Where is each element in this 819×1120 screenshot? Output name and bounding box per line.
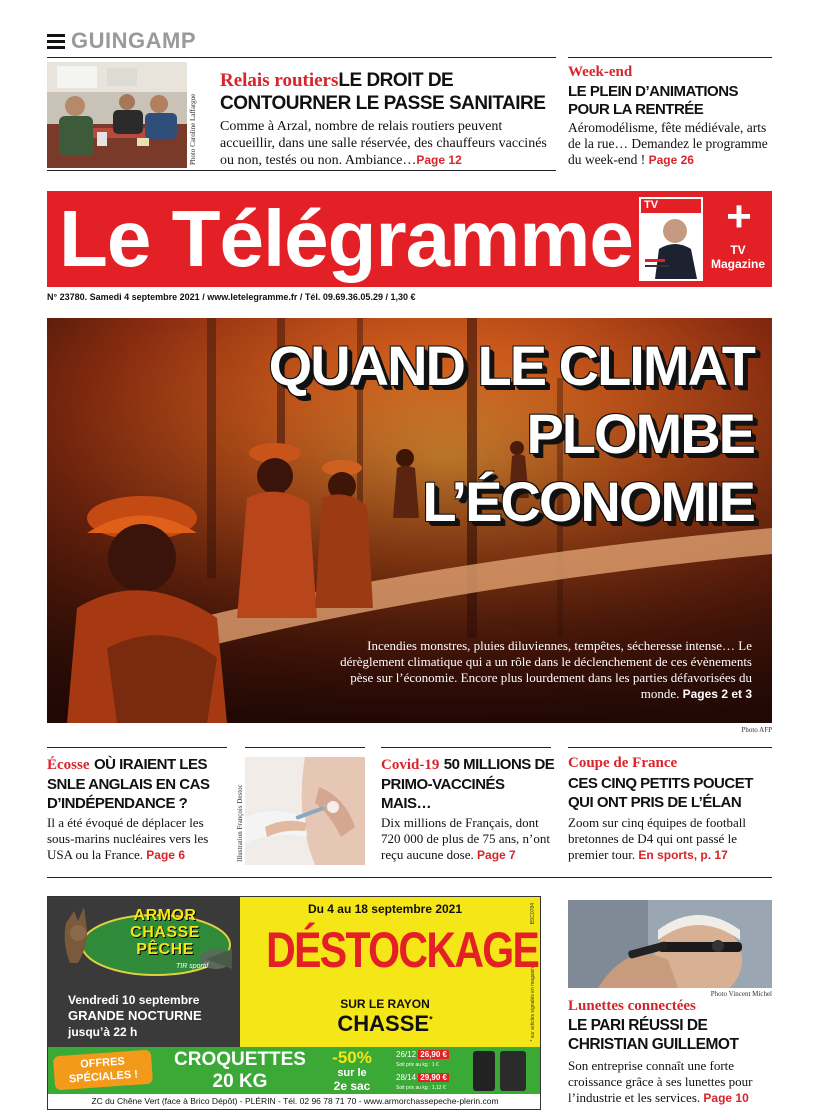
ad-price-1-label: 26/12: [396, 1050, 417, 1059]
divider: [47, 747, 227, 748]
ad-destockage: DÉSTOCKAGE: [266, 922, 539, 978]
ad-nocturne: [68, 992, 238, 1040]
lunettes-kicker: Lunettes connectées: [568, 998, 696, 1014]
illustration-credit: Illustration François Destoc: [236, 784, 244, 862]
top-story-title: LE DROIT DE CONTOURNER LE PASSE SANITAIRE: [220, 70, 546, 114]
divider: [47, 877, 772, 878]
ad-discount: [322, 1049, 382, 1093]
ad-discount-value: -50%: [332, 1048, 372, 1067]
ad-brand-panel: [48, 897, 240, 1047]
lunettes-headline[interactable]: LE PARI RÉUSSI DE CHRISTIAN GUILLEMOT: [568, 1017, 739, 1053]
ad-offres-badge: OFFRES SPÉCIALES !: [53, 1050, 153, 1091]
divider: [47, 57, 556, 58]
plus-icon: +: [726, 192, 752, 241]
ad-price-2-label: 28/14: [396, 1073, 417, 1082]
ecosse-title: OÙ IRAIENT LES SNLE ANGLAIS EN CAS D’INDÉPENDANCE ?: [47, 756, 210, 812]
divider: [568, 57, 772, 58]
ad-product: [160, 1049, 320, 1093]
ad-ref-code: BSC0784: [530, 903, 536, 925]
ad-product-name: CROQUETTES: [174, 1049, 306, 1070]
ad-asterisk: *: [429, 1014, 433, 1025]
ad-price-2: 29,90 €: [420, 1073, 447, 1082]
ad-price-2-kg: Soit prix au kg : 1,12 €: [396, 1085, 446, 1091]
top-story-headline[interactable]: [220, 70, 555, 116]
ad-small-note: * sur articles signalés en magasin: [530, 967, 536, 1042]
covid-title: 50 MILLIONS DE PRIMO-VACCINÉS MAIS…: [381, 756, 555, 812]
covid-body: Dix millions de Français, dont 720 000 de plus de 75 ans, n’ont reçu aucune dose.: [381, 815, 550, 862]
ecosse-kicker: Écosse: [47, 757, 90, 773]
guillemot-photo-credit: Photo Vincent Michel: [710, 990, 772, 998]
vaccine-illustration: [245, 757, 365, 865]
weekend-summary: [568, 120, 772, 168]
ad-discount-sub-2: 2e sac: [333, 1079, 371, 1093]
edition-name: GUINGAMP: [71, 28, 196, 53]
top-story-body: Comme à Arzal, nombre de relais routiers peuvent accueillir, dans une salle réservée, des chauffeurs vaccinés ou non, testés ou non. Ambiance…: [220, 119, 547, 168]
covid-kicker: Covid-19: [381, 757, 440, 773]
truckers-photo: [47, 62, 187, 168]
lunettes-body: Son entreprise connaît une forte croissance grâce à ses lunettes pour l’industrie et les services.: [568, 1058, 753, 1105]
ad-brand-line-1: ARMOR: [133, 907, 197, 924]
ad-brand-sub: TIR sportif: [176, 963, 209, 970]
coupe-body: Zoom sur cinq équipes de football bretonnes de D4 qui ont passé le premier tour.: [568, 815, 746, 862]
ad-bag-image: [500, 1051, 526, 1091]
ad-brand: [110, 907, 220, 958]
masthead: [47, 191, 772, 287]
menu-icon[interactable]: [47, 34, 65, 49]
divider: [568, 747, 772, 748]
advertisement[interactable]: [47, 896, 541, 1110]
ad-bag-image: [473, 1051, 495, 1091]
weekend-page-ref[interactable]: Page 26: [648, 153, 694, 167]
lunettes-page-ref[interactable]: Page 10: [703, 1091, 749, 1105]
ad-product-weight: 20 KG: [212, 1071, 268, 1092]
photo-credit: Photo Caroline Laffargue: [189, 93, 197, 165]
newspaper-title[interactable]: Le Télégramme: [59, 194, 633, 283]
ad-nocturne-date: Vendredi 10 septembre: [68, 993, 200, 1007]
top-story-kicker: Relais routiers: [220, 70, 339, 91]
tv-label-line-2: Magazine: [710, 257, 765, 271]
ad-dates: Du 4 au 18 septembre 2021: [307, 902, 463, 916]
coupe-page-ref[interactable]: En sports, p. 17: [638, 848, 728, 862]
divider: [47, 170, 556, 171]
hero-photo-credit: Photo AFP: [741, 726, 772, 734]
weekend-headline[interactable]: LE PLEIN D’ANIMATIONS POUR LA RENTRÉE: [568, 83, 739, 118]
weekend-body: Aéromodélisme, fête médiévale, arts de la rue… Demandez le programme du week-end !: [568, 120, 768, 167]
ad-discount-sub-1: sur le: [337, 1067, 367, 1079]
ecosse-headline[interactable]: [47, 755, 232, 813]
weekend-kicker: Week-end: [568, 64, 633, 80]
covid-summary: [381, 815, 556, 863]
ecosse-page-ref[interactable]: Page 6: [146, 848, 185, 862]
coupe-kicker: Coupe de France: [568, 755, 678, 771]
divider: [245, 747, 365, 748]
ad-category-word: CHASSE: [337, 1011, 430, 1036]
ad-brand-line-3: PÊCHE: [136, 941, 194, 958]
hero-headline[interactable]: [269, 332, 754, 536]
ad-price-1-kg: Soit prix au kg : 1 €: [396, 1062, 439, 1068]
hero-title-line-3: L’ÉCONOMIE: [422, 470, 754, 533]
hero-summary: [332, 638, 752, 702]
edition-label: [47, 28, 196, 54]
ad-category: [240, 1011, 530, 1037]
hero-story[interactable]: [47, 318, 772, 723]
ecosse-summary: [47, 815, 232, 863]
ad-prices: [396, 1050, 466, 1093]
coupe-summary: [568, 815, 772, 863]
ad-address[interactable]: ZC du Chêne Vert (face à Brico Dépôt) - PLÉRIN - Tél. 02 96 78 71 70 - www.armorchassepeche-plerin.com: [91, 1096, 499, 1106]
ad-destockage-panel: [240, 897, 541, 1047]
tv-magazine-cover[interactable]: [639, 197, 703, 281]
issue-line: N° 23780. Samedi 4 septembre 2021 / www.letelegramme.fr / Tél. 09.69.36.05.29 / 1,30 €: [47, 292, 416, 302]
coupe-headline[interactable]: CES CINQ PETITS POUCET QUI ONT PRIS DE L’ÉLAN: [568, 775, 753, 811]
ad-offers-bar: [48, 1047, 541, 1094]
covid-headline[interactable]: [381, 755, 556, 813]
ad-rayon: SUR LE RAYON: [340, 997, 430, 1011]
lunettes-summary: [568, 1058, 772, 1106]
top-story-summary: [220, 118, 555, 169]
top-story-page-ref[interactable]: Page 12: [416, 153, 462, 167]
tv-cover-logo: TV: [644, 199, 659, 211]
hero-body: Incendies monstres, pluies diluviennes, tempêtes, sécheresse intense… Le dérèglement climatique qui a un rôle dans le déclenchement de ces évènements pèse sur l’économie. Encore plus lourdement dans les parties défavorisées du monde.: [340, 638, 752, 701]
guillemot-photo: [568, 900, 772, 988]
tv-magazine-label[interactable]: [705, 243, 771, 271]
ad-brand-line-2: CHASSE: [130, 924, 200, 941]
hero-title-line-1: QUAND LE CLIMAT: [268, 334, 754, 397]
divider: [381, 747, 551, 748]
ad-price-1: 26,90 €: [420, 1050, 447, 1059]
hero-title-line-2: PLOMBE: [526, 402, 754, 465]
ad-nocturne-title: GRANDE NOCTURNE: [68, 1008, 202, 1023]
hero-page-ref[interactable]: Pages 2 et 3: [682, 687, 752, 701]
covid-page-ref[interactable]: Page 7: [477, 848, 516, 862]
tv-label-line-1: TV: [730, 243, 746, 257]
ecosse-body: Il a été évoqué de déplacer les sous-marins nucléaires vers les USA ou la France.: [47, 815, 209, 862]
ad-nocturne-time: jusqu’à 22 h: [68, 1025, 138, 1039]
